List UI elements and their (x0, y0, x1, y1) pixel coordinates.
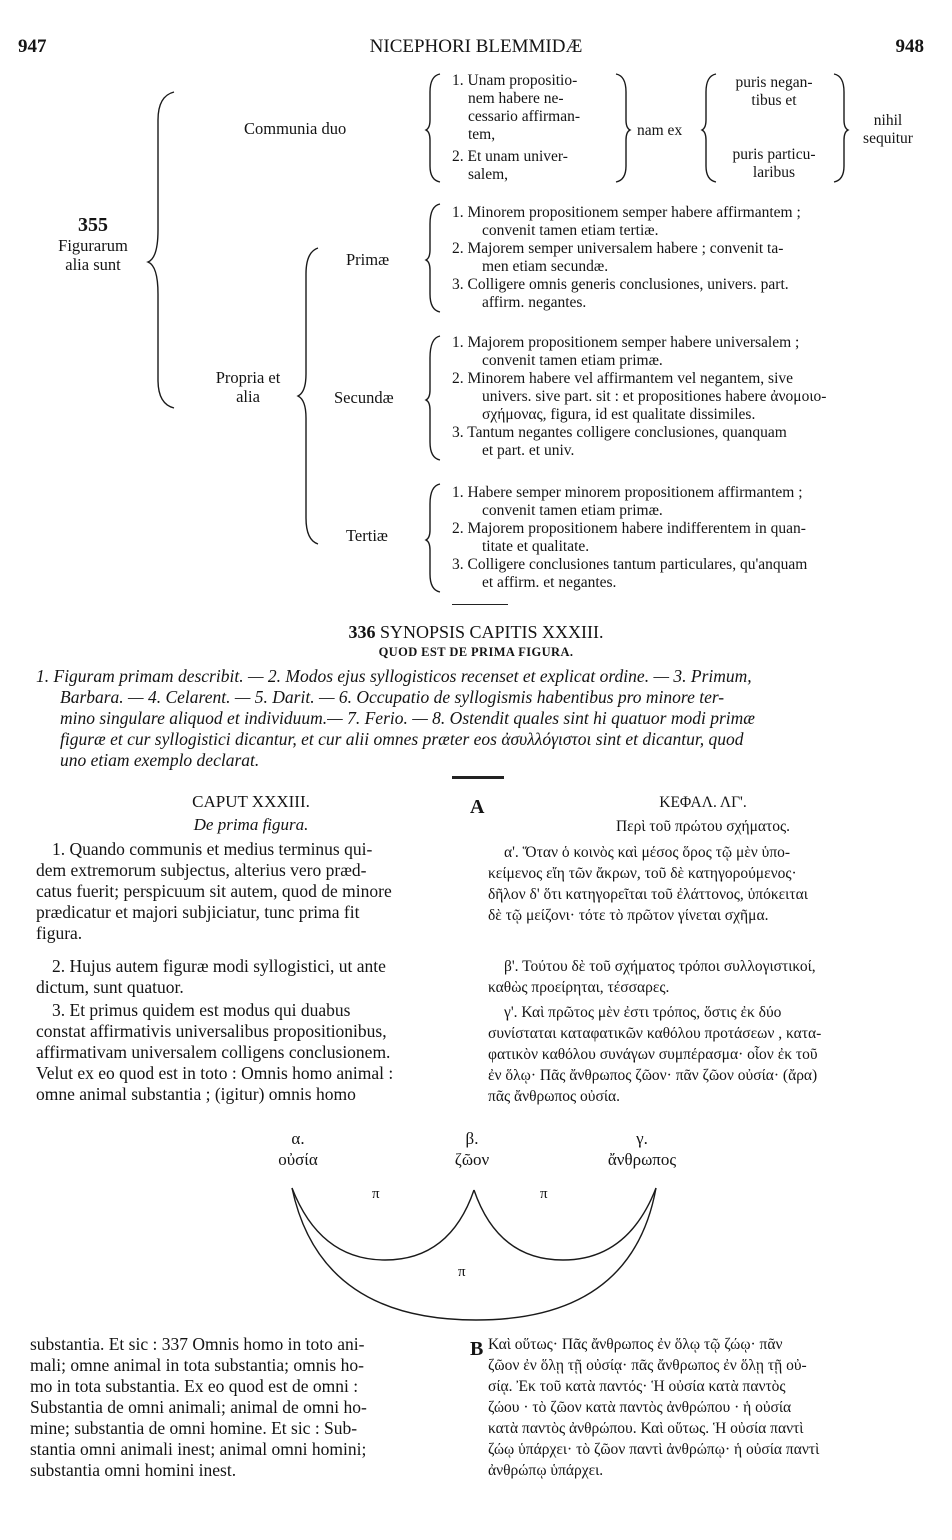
communia-right-brace (614, 72, 630, 184)
primae-brace (426, 202, 442, 314)
divider-thick (452, 776, 504, 779)
puris-particularibus: puris particu- laribus (732, 146, 816, 181)
alpha-label: α. οὐσία (278, 1129, 318, 1169)
latin-subheading: De prima figura. (193, 815, 309, 834)
greek-para-3: γ'. Καὶ πρῶτος μὲν ἐστι τρόπος, ὅστις ἐκ δύο συνίσταται καταφατικῶν καθόλου προτάσεων , κατα- φατικὸν καθόλου συνάγων συμπέρασμα· οἷον ἐκ τοῦ ἐν ὅλῳ· Πᾶς ἄνθρωπος ζῶον· πᾶν ζῶον οὐσία· (ἄρα) πᾶς ἄνθρωπος οὐσία. (488, 1004, 822, 1105)
running-title: NICEPHORI BLEMMIDÆ (369, 36, 583, 57)
greek-para-1: α'. Ὅταν ὁ κοινὸς καὶ μέσος ὅρος τῷ μὲν ὑπο- κείμενος εἴη τῶν ἄκρων, τοῦ δὲ κατηγορούμενος· δῆλον δ' ὅτι κατηγορεῖται τοῦ ἐλάττονος, ὑπόκειται δὲ τῷ μείζονι· τότε τὸ πρῶτον γίνεται σχῆμα. (488, 844, 808, 924)
beta-label: β. ζῶον (454, 1129, 490, 1169)
communia-item-1: 1. Unam propositio- nem habere ne- cessario affirman- tem, (452, 72, 581, 143)
synopsis-subheading: QUOD EST DE PRIMA FIGURA. (378, 645, 574, 659)
nihil-sequitur: nihil sequitur (863, 112, 913, 147)
puris-negantibus: puris negan- tibus et (735, 74, 813, 109)
latin-heading: CAPUT XXXIII. (192, 792, 310, 811)
secundae-items: 1. Majorem propositionem semper habere universalem ; convenit tamen etiam primæ. 2. Minorem habere vel affirmantem vel negantem, sive univers. sive part. sit : et propositiones habere ἀνομοιο- σχήμονας, figura, id est qualitate dissimiles. 3. Tantum negantes colligere conclusiones, quanquam et part. et univ. (452, 334, 827, 459)
secundae-brace (426, 334, 442, 462)
greek-continuation: Καὶ οὕτως· Πᾶς ἄνθρωπος ἐν ὅλῳ τῷ ζώῳ· πᾶν ζῶον ἐν ὅλῃ τῇ οὐσίᾳ· πᾶς ἄνθρωπος ἐν ὅλῃ τῇ οὐ- σίᾳ. Ἐκ τοῦ κατὰ παντός· Ἡ οὐσία κατὰ παντὸς ζώου · τὸ ζῶον κατὰ παντὸς ἀνθρώπου · ἡ οὐσία κατὰ παντὸς ἀνθρώπου. Καὶ οὕτως. Ἡ οὐσία παντὶ ζώῳ ὑπάρχει· τὸ ζῶον παντὶ ἀνθρώπῳ· ἡ οὐσία παντὶ ἀνθρώπῳ ὑπάρχει. (488, 1336, 820, 1479)
column-marker-a: A (470, 796, 485, 818)
section-number: 355 (78, 214, 108, 236)
primae-items: 1. Minorem propositionem semper habere affirmantem ; convenit tamen etiam tertiæ. 2. Majorem semper universalem habere ; convenit ta- men etiam secundæ. 3. Colligere omnis generis conclusiones, univers. part. affirm. negantes. (452, 204, 801, 311)
tertiae-items: 1. Habere semper minorem propositionem affirmantem ; convenit tamen etiam primæ. 2. Majorem propositionem habere indifferentem in quan- titate et qualitate. 3. Colligere conclusiones tantum particulares, qu'anquam et affirm. et negantes. (452, 484, 808, 591)
arc-alpha-gamma (292, 1188, 656, 1320)
propria-brace (298, 246, 320, 546)
section-355-label (38, 214, 148, 274)
latin-para-1: 1. Quando communis et medius terminus qui- dem extremorum subjectus, alterius vero præd- catus fuerit; perspicuum sit autem, quod de minore prædicatur et majori subjiciatur, tunc prima fit figura. (36, 839, 392, 943)
primae-label: Primæ (346, 250, 390, 269)
latin-para-3: 3. Et primus quidem est modus qui duabus constat affirmativis universalibus propositionibus, affirmativam universalem colligens conclusionem. Velut ex eo quod est in toto : Omnis homo animal : omne animal substantia ; (igitur) omnis homo (36, 1000, 394, 1104)
page-number-left: 947 (18, 36, 47, 57)
nam-ex-label: nam ex (637, 122, 683, 139)
arc-beta-gamma (474, 1188, 656, 1260)
synopsis-heading: 336 SYNOPSIS CAPITIS XXXIII. (348, 622, 604, 642)
greek-heading: ΚΕΦΑΛ. ΛΓ'. (659, 794, 747, 811)
tertiae-label: Tertiæ (346, 526, 388, 545)
secundae-label: Secundæ (334, 388, 394, 407)
latin-continuation: substantia. Et sic : 337 Omnis homo in toto ani- mali; omne animal in tota substantia; omnis ho- mo in tota substantia. Ex eo quod est de omni : Substantia de omni animali; animal de omni ho- mine; substantia de omni homine. Et sic : Sub- stantia omni animali inest; animal omni homini; substantia omni homini inest. (30, 1334, 367, 1480)
latin-para-2: 2. Hujus autem figuræ modi syllogistici, ut ante dictum, sunt quatuor. (36, 956, 386, 997)
propria-label: Propria et alia (215, 368, 281, 406)
synopsis-text: 1. Figuram primam describit. — 2. Modos ejus syllogisticos recenset et explicat ordine. — 3. Primum, Barbara. — 4. Celarent. — 5. Darit. — 6. Occupatio de syllogismis habentibus pro minore ter- mino singulare aliquod et individuum.— 7. Ferio. — 8. Ostendit quales sint hi quatuor modi primæ figuræ et cur syllogistici dicantur, et cur alii omnes præter eos ἀσυλλόγιστοι sint et dicantur, quod uno etiam exemplo declarat. (36, 666, 755, 770)
pi-label-bottom: π (458, 1264, 466, 1280)
greek-subheading: Περὶ τοῦ πρώτου σχήματος. (615, 818, 791, 835)
divider-short (452, 604, 508, 605)
figurarum-line: Figurarum (58, 236, 128, 255)
pi-label-right: π (540, 1186, 548, 1202)
communia-item-2: 2. Et unam univer- salem, (452, 148, 568, 183)
communia-label: Communia duo (244, 119, 347, 138)
alia-sunt-line: alia sunt (65, 255, 121, 274)
greek-para-2: β'. Τούτου δὲ τοῦ σχήματος τρόποι συλλογιστικοί, καθὼς προείρηται, τέσσαρες. (488, 958, 816, 996)
arc-alpha-beta (292, 1188, 474, 1260)
column-marker-b: B (470, 1338, 484, 1360)
main-brace (150, 90, 180, 410)
tertiae-brace (426, 482, 442, 594)
page-number-right: 948 (895, 36, 924, 57)
communia-left-brace (426, 72, 442, 184)
syllogism-arcs (280, 1180, 680, 1330)
pi-label-left: π (372, 1186, 380, 1202)
gamma-label: γ. ἄνθρωπος (607, 1129, 677, 1169)
